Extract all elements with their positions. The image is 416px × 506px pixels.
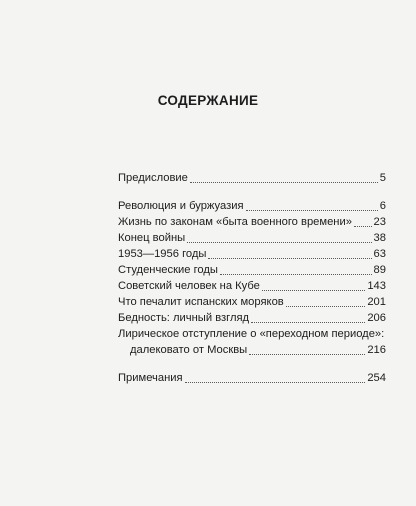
toc-entry-title: Предисловие [118,172,188,184]
toc-entry[interactable] [118,278,386,294]
table-of-contents [118,170,386,386]
toc-entry-page: 23 [373,216,386,228]
toc-entry-page: 201 [367,296,386,308]
leader-dots [354,217,372,227]
leader-dots [220,265,372,275]
toc-entry[interactable] [118,294,386,310]
toc-entry-title: Советский человек на Кубе [118,280,260,292]
toc-entry-preface[interactable] [118,170,386,186]
toc-entry-page: 6 [379,200,386,212]
leader-dots [246,201,378,211]
toc-entry-page: 206 [367,312,386,324]
toc-entry-page: 216 [367,344,386,356]
leader-dots [187,233,371,243]
toc-entry[interactable] [118,262,386,278]
toc-entry-title: 1953—1956 годы [118,248,207,260]
toc-entry-title: Революция и буржуазия [118,200,244,212]
page-title: СОДЕРЖАНИЕ [157,93,259,108]
toc-entry[interactable] [118,246,386,262]
toc-entry[interactable] [118,342,386,358]
toc-entry-page: 254 [367,372,386,384]
toc-entry[interactable] [118,230,386,246]
leader-dots [190,173,378,183]
leader-dots [262,281,365,291]
leader-dots [185,373,366,383]
toc-entry[interactable] [118,198,386,214]
toc-entry-title: Бедность: личный взгляд [118,312,250,324]
toc-entry-notes[interactable] [118,370,386,386]
toc-entry-page: 63 [373,248,386,260]
toc-entry-page: 5 [379,172,386,184]
toc-entry-page: 89 [373,264,386,276]
toc-entry-title: Студенческие годы [118,264,218,276]
toc-entry-page: 38 [373,232,386,244]
toc-entry[interactable] [118,310,386,326]
toc-entry-title: Что печалит испанских моряков [118,296,284,308]
leader-dots [208,249,371,259]
toc-entry-title-line2: далековато от Москвы [130,344,248,356]
toc-entry-title-line1[interactable]: Лирическое отступление о «переходном периоде»: [118,328,385,340]
leader-dots [286,297,366,307]
leader-dots [249,345,365,355]
toc-entry-title: Жизнь по законам «быта военного времени» [118,216,352,228]
toc-entry-page: 143 [367,280,386,292]
toc-entry[interactable] [118,214,386,230]
toc-entry-title: Конец войны [118,232,186,244]
leader-dots [251,313,365,323]
toc-entry-title: Примечания [118,372,183,384]
